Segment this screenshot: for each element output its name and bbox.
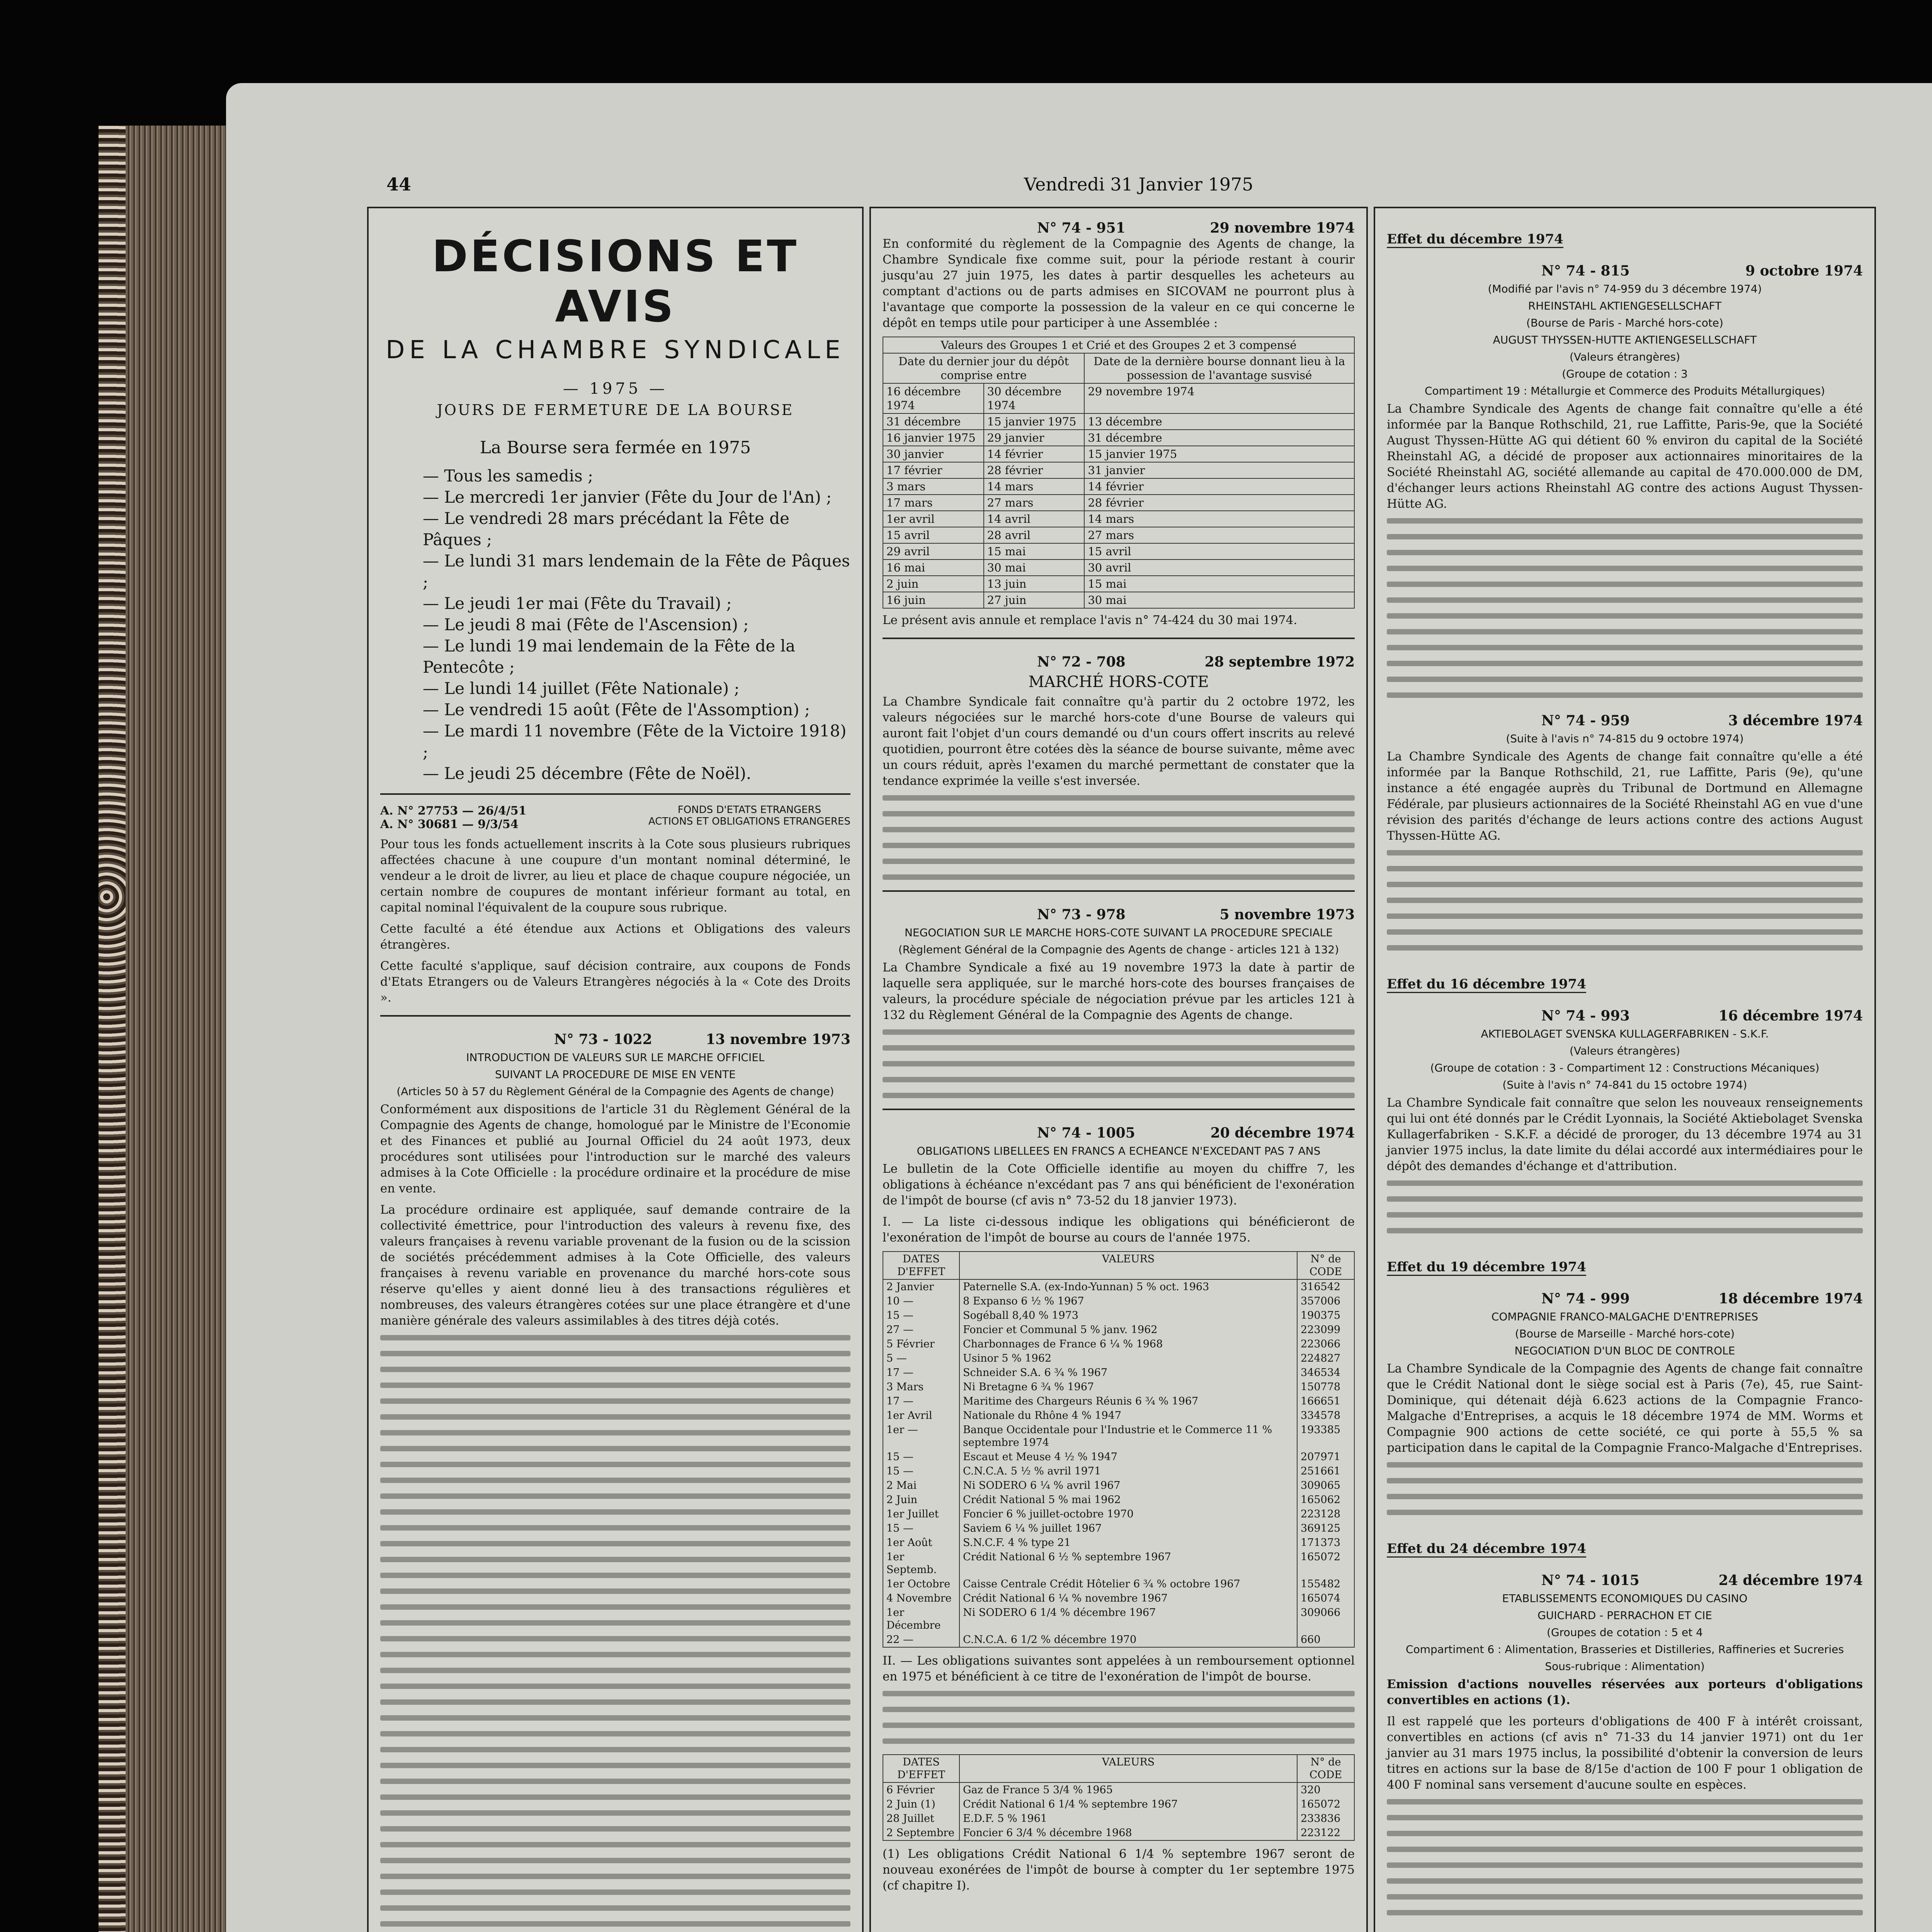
table-cell: 17 février [883, 462, 984, 478]
table-cell: 1er Août [883, 1536, 959, 1550]
table-row [883, 543, 1354, 560]
notice-number: N° 74 - 815 [1541, 263, 1630, 279]
holiday-item: — Le mercredi 1er janvier (Fête du Jour de l'An) ; [423, 488, 832, 507]
table-cell: 28 Juillet [883, 1811, 959, 1826]
table-cell: 2 Janvier [883, 1279, 959, 1294]
notice-number: N° 72 - 708 [1037, 654, 1126, 670]
notice-subtitle: (Groupe de cotation : 3 - Compartiment 12 : Constructions Mécaniques) [1430, 1061, 1820, 1074]
table-row [883, 1478, 1354, 1493]
table-row [883, 1826, 1354, 1840]
table-cell: Paternelle S.A. (ex-Indo-Yunnan) 5 % oct. 1963 [959, 1279, 1297, 1294]
table-cell: 309066 [1297, 1605, 1354, 1633]
table-cell: Crédit National 6 ½ % septembre 1967 [959, 1550, 1297, 1577]
table-cell: 28 avril [984, 527, 1085, 543]
divider [380, 1015, 850, 1017]
page-header [386, 174, 1866, 197]
table-cell: 13 juin [984, 576, 1085, 592]
notice-number: N° 74 - 959 [1541, 713, 1630, 729]
effective-date-heading: Effet du 16 décembre 1974 [1387, 976, 1586, 993]
table-cell: 2 Mai [883, 1478, 959, 1493]
table-cell: 14 avril [984, 511, 1085, 527]
notice-ref: A. N° 30681 — 9/3/54 [380, 818, 519, 831]
company-name: AKTIEBOLAGET SVENSKA KULLAGERFABRIKEN - S.K.F. [1481, 1027, 1769, 1040]
notice-text: La Chambre Syndicale fait connaître qu'à partir du 2 octobre 1972, les valeurs négociées sur le marché hors-cote d'une Bourse de valeurs qui auront fait l'objet d'un cours demandé ou d'un cours offert inscrits au relevé quotidien, pourront être cotées dès la séance de bourse suivante, même avec un cours réduit, après l'examen du marché permettant de constater que la tendance exprimée la veille s'est inversée. [883, 695, 1355, 788]
notice-text: Cette faculté a été étendue aux Actions et Obligations des valeurs étrangères. [380, 922, 850, 952]
notice-subtitle: (Valeurs étrangères) [1569, 1044, 1680, 1057]
table-cell: Ni SODERO 6 ¼ % avril 1967 [959, 1478, 1297, 1493]
sicovam-table [883, 337, 1355, 609]
notice-number: N° 74 - 951 [1037, 220, 1126, 236]
notice-title: MARCHÉ HORS-COTE [1028, 673, 1209, 691]
table-cell: Saviem 6 ¼ % juillet 1967 [959, 1521, 1297, 1536]
divider [883, 890, 1355, 892]
table-row [883, 1811, 1354, 1826]
table-row [883, 1591, 1354, 1605]
table-cell: 15 — [883, 1464, 959, 1478]
notice-title: SUIVANT LA PROCEDURE DE MISE EN VENTE [495, 1068, 736, 1081]
dense-text-block [380, 1335, 850, 1932]
table-row [883, 430, 1354, 446]
table-cell: 1er Septemb. [883, 1550, 959, 1577]
table-cell: 150778 [1297, 1380, 1354, 1394]
notice-text: En conformité du règlement de la Compagnie des Agents de change, la Chambre Syndicale fixe comme suit, pour la période restant à courir jusqu'au 27 juin 1975, les dates à partir desquelles les acheteurs au comptant d'actions ou de parts admises en SICOVAM ne pourront plus à l'avantage que comporte la possession de la valeur en ce qui concerne le dépôt en temps utile pour participer à une Assemblée : [883, 237, 1355, 330]
notice-date: 13 novembre 1973 [706, 1031, 850, 1048]
company-name: COMPAGNIE FRANCO-MALGACHE D'ENTREPRISES [1491, 1310, 1759, 1323]
table-cell: 5 — [883, 1351, 959, 1366]
holiday-item: — Le vendredi 15 août (Fête de l'Assomption) ; [423, 700, 810, 719]
table-cell: 29 avril [883, 543, 984, 560]
notice-subtitle: Compartiment 19 : Métallurgie et Commerce des Produits Métallurgiques) [1425, 384, 1825, 397]
notice-header [883, 906, 1355, 923]
table-cell: S.N.C.F. 4 % type 21 [959, 1536, 1297, 1550]
table-cell: Crédit National 6 1/4 % septembre 1967 [959, 1797, 1297, 1811]
table-header: DATES D'EFFET [883, 1755, 959, 1782]
notice-footnote: (1) Les obligations Crédit National 6 1/4 % septembre 1967 seront de nouveau exonérées de l'impôt de bourse à compter du 1er septembre 1975 (cf chapitre I). [883, 1847, 1355, 1893]
table-cell: Charbonnages de France 6 ¼ % 1968 [959, 1337, 1297, 1351]
table-cell: C.N.C.A. 5 ½ % avril 1971 [959, 1464, 1297, 1478]
table-cell: Foncier et Communal 5 % janv. 1962 [959, 1323, 1297, 1337]
table-cell: 15 mai [1084, 576, 1354, 592]
table-row [883, 1550, 1354, 1577]
table-row [883, 576, 1354, 592]
table-cell: 10 — [883, 1294, 959, 1308]
table-row [883, 1308, 1354, 1323]
notice-title: OBLIGATIONS LIBELLEES EN FRANCS A ECHEANCE N'EXCEDANT PAS 7 ANS [917, 1145, 1321, 1157]
table-cell: Schneider S.A. 6 ¾ % 1967 [959, 1366, 1297, 1380]
notice-number: N° 74 - 1015 [1541, 1572, 1639, 1588]
table-cell: 17 mars [883, 495, 984, 511]
table-cell: Ni Bretagne 6 ¾ % 1967 [959, 1380, 1297, 1394]
table-cell: 22 — [883, 1633, 959, 1647]
table-cell: 15 avril [883, 527, 984, 543]
table-row [883, 592, 1354, 608]
section-title: JOURS DE FERMETURE DE LA BOURSE [437, 401, 794, 418]
notice-text-bold: Emission d'actions nouvelles réservées aux porteurs d'obligations convertibles en actions (1). [1387, 1677, 1863, 1707]
table-cell: 14 février [984, 446, 1085, 462]
notice-text: II. — Les obligations suivantes sont appelées à un remboursement optionnel en 1975 et bénéficient à ce titre de l'exonération de l'impôt de bourse. [883, 1654, 1355, 1684]
table-cell: 1er Décembre [883, 1605, 959, 1633]
table-cell: 2 Juin [883, 1493, 959, 1507]
notice-date: 9 octobre 1974 [1745, 263, 1863, 279]
table-cell: Sogéball 8,40 % 1973 [959, 1308, 1297, 1323]
table-header: Date de la dernière bourse donnant lieu à la possession de l'avantage susvisé [1084, 353, 1354, 383]
divider [380, 793, 850, 795]
notice-date: 20 décembre 1974 [1210, 1125, 1355, 1141]
table-cell: 316542 [1297, 1279, 1354, 1294]
table-cell: 15 — [883, 1521, 959, 1536]
column-left [367, 207, 864, 1932]
notice-header [1387, 713, 1863, 729]
holiday-item: — Tous les samedis ; [423, 466, 594, 485]
notice-subtitle: (Groupe de cotation : 3 [1562, 367, 1688, 380]
table-row [883, 1323, 1354, 1337]
notice-number: N° 74 - 999 [1541, 1291, 1630, 1307]
table-row [883, 383, 1354, 413]
notice-title: NEGOCIATION SUR LE MARCHE HORS-COTE SUIVANT LA PROCEDURE SPECIALE [904, 926, 1333, 939]
table-cell: 15 — [883, 1308, 959, 1323]
notice-number: N° 74 - 1005 [1037, 1125, 1135, 1141]
notice-number: N° 73 - 978 [1037, 906, 1126, 923]
notice-text: Il est rappelé que les porteurs d'obligations de 400 F à intérêt croissant, convertibles en actions (cf avis n° 71-33 du 14 janvier 1971) ont du 1er janvier au 31 mars 1975 inclus, la possibilité d'obtenir la conversion de leurs titres en actions sur la base de 8/15e d'action de 100 F pour 1 obligation de 400 F nominal sans versement d'aucune soulte en espèces. [1387, 1714, 1863, 1792]
holiday-item: — Le lundi 19 mai lendemain de la Fête de la Pentecôte ; [423, 636, 796, 677]
dense-text-block [883, 1691, 1355, 1744]
table-header: VALEURS [959, 1755, 1297, 1782]
table-cell: 357006 [1297, 1294, 1354, 1308]
notice-subtitle: (Bourse de Paris - Marché hors-cote) [1526, 316, 1723, 329]
table-cell: 14 mars [1084, 511, 1354, 527]
dense-text-block [1387, 1180, 1863, 1233]
table-cell: Maritime des Chargeurs Réunis 6 ¾ % 1967 [959, 1394, 1297, 1408]
table-row [883, 495, 1354, 511]
table-cell: 165072 [1297, 1550, 1354, 1577]
notice-subtitle: Sous-rubrique : Alimentation) [1545, 1660, 1705, 1673]
table-row [883, 462, 1354, 478]
dense-text-block [1387, 1462, 1863, 1515]
table-header: DATES D'EFFET [883, 1252, 959, 1279]
table-cell: 369125 [1297, 1521, 1354, 1536]
table-cell: 30 décembre 1974 [984, 383, 1085, 413]
notice-number: N° 73 - 1022 [554, 1031, 652, 1048]
main-title: DÉCISIONS ET AVIS [432, 231, 799, 332]
notice-title: FONDS D'ETATS ETRANGERS [677, 804, 821, 816]
table-cell: C.N.C.A. 6 1/2 % décembre 1970 [959, 1633, 1297, 1647]
notice-header [1387, 1008, 1863, 1024]
divider [883, 638, 1355, 639]
table-cell: 16 juin [883, 592, 984, 608]
page-number: 44 [386, 174, 412, 195]
table-row [883, 527, 1354, 543]
table-row [883, 1797, 1354, 1811]
table-row [883, 1605, 1354, 1633]
dense-text-block [1387, 850, 1863, 951]
table-row [883, 560, 1354, 576]
table-row [883, 478, 1354, 495]
table-cell: 309065 [1297, 1478, 1354, 1493]
table-cell: 6 Février [883, 1782, 959, 1797]
table-row [883, 446, 1354, 462]
table-row [883, 413, 1354, 430]
table-cell: Gaz de France 5 3/4 % 1965 [959, 1782, 1297, 1797]
table-cell: Ni SODERO 6 1/4 % décembre 1967 [959, 1605, 1297, 1633]
table-cell: 1er avril [883, 511, 984, 527]
notice-text: La Chambre Syndicale de la Compagnie des Agents de change fait connaître que le Crédit National dont le siège social est à Paris (7e), 45, rue Saint-Dominique, qui détenait déjà 6.623 actions de la Compagnie Franco-Malgache d'Entreprises, a acquis le 18 décembre 1974 de MM. Worms et Compagnie 900 actions de cette société, ce qui porte à 55,5 % sa participation dans le capital de la Compagnie Franco-Malgache d'Entreprises. [1387, 1362, 1863, 1455]
notice-date: 24 décembre 1974 [1718, 1572, 1863, 1588]
table-caption: Valeurs des Groupes 1 et Crié et des Groupes 2 et 3 compensé [883, 337, 1354, 353]
table-cell: Nationale du Rhône 4 % 1947 [959, 1408, 1297, 1423]
table-cell: 15 — [883, 1450, 959, 1464]
column-right [1374, 207, 1876, 1932]
dense-text-block [883, 1029, 1355, 1098]
notice-subtitle: NEGOCIATION D'UN BLOC DE CONTROLE [1514, 1344, 1735, 1357]
notice-date: 28 septembre 1972 [1204, 654, 1355, 670]
notice-text: I. — La liste ci-dessous indique les obligations qui bénéficieront de l'exonération de l'impôt de bourse au cours de l'année 1975. [883, 1215, 1355, 1245]
notice-subtitle: (Suite à l'avis n° 74-841 du 15 octobre 1974) [1502, 1078, 1747, 1091]
notice-subtitle: (Valeurs étrangères) [1569, 350, 1680, 363]
notice-text: La Chambre Syndicale des Agents de change fait connaître qu'elle a été informée par la Banque Rothschild, 21, rue Laffitte, Paris-9e, que la Société August Thyssen-Hütte AG qui détient 60 % environ du capital de la Société Rheinstahl AG, a décidé de proposer aux actionnaires minoritaires de la Société Rheinstahl AG, société allemande au capital de 470.000.000 de DM, d'échanger leurs actions Rheinstahl AG contre des actions August Thyssen-Hütte AG. [1387, 402, 1863, 511]
table-cell: 2 Septembre [883, 1826, 959, 1840]
table-cell: 223122 [1297, 1826, 1354, 1840]
table-cell: 13 décembre [1084, 413, 1354, 430]
notice-subtitle: Compartiment 6 : Alimentation, Brasseries et Distilleries, Raffineries et Sucreries [1406, 1643, 1844, 1656]
table-cell: Foncier 6 % juillet-octobre 1970 [959, 1507, 1297, 1521]
table-cell: 31 décembre [1084, 430, 1354, 446]
notice-ref: A. N° 27753 — 26/4/51 [380, 804, 527, 818]
year-label: — 1975 — [563, 380, 668, 398]
table-cell: 29 novembre 1974 [1084, 383, 1354, 413]
table-cell: 334578 [1297, 1408, 1354, 1423]
obligations-table-body [883, 1279, 1354, 1647]
obligations-table-2-body [883, 1782, 1354, 1840]
effective-date-heading: Effet du 24 décembre 1974 [1387, 1541, 1586, 1558]
notice-title: ACTIONS ET OBLIGATIONS ETRANGERES [648, 816, 850, 827]
table-cell: 5 Février [883, 1337, 959, 1351]
holiday-item: — Le lundi 31 mars lendemain de la Fête de Pâques ; [423, 551, 850, 592]
table-cell: 30 mai [984, 560, 1085, 576]
effective-date-heading: Effet du décembre 1974 [1387, 231, 1563, 248]
sicovam-table-body [883, 383, 1354, 608]
notice-number: N° 74 - 993 [1541, 1008, 1630, 1024]
table-row [883, 1394, 1354, 1408]
notice-header [380, 1031, 850, 1048]
table-cell: 1er Juillet [883, 1507, 959, 1521]
table-cell: Escaut et Meuse 4 ½ % 1947 [959, 1450, 1297, 1464]
table-cell: 346534 [1297, 1366, 1354, 1380]
notice-header [883, 1125, 1355, 1141]
table-cell: 4 Novembre [883, 1591, 959, 1605]
table-row [883, 1577, 1354, 1591]
table-cell: 30 mai [1084, 592, 1354, 608]
table-row [883, 1450, 1354, 1464]
notice-header [1387, 1291, 1863, 1307]
table-cell: 207971 [1297, 1450, 1354, 1464]
table-cell: 3 mars [883, 478, 984, 495]
notice-text: Le présent avis annule et remplace l'avis n° 74-424 du 30 mai 1974. [883, 613, 1298, 627]
table-cell: 193385 [1297, 1423, 1354, 1450]
company-name: RHEINSTAHL AKTIENGESELLSCHAFT [1528, 299, 1722, 312]
holiday-item: — Le mardi 11 novembre (Fête de la Victoire 1918) ; [423, 721, 847, 762]
table-row [883, 1294, 1354, 1308]
table-cell: 155482 [1297, 1577, 1354, 1591]
notice-refs [380, 804, 850, 831]
dense-text-block [1387, 1799, 1863, 1915]
table-cell: 14 février [1084, 478, 1354, 495]
notice-text: Cette faculté s'applique, sauf décision contraire, aux coupons de Fonds d'Etats Etrangers ou de Valeurs Etrangères négociés à la « Cote des Droits ». [380, 959, 850, 1005]
table-cell: 28 février [984, 462, 1085, 478]
table-cell: Usinor 5 % 1962 [959, 1351, 1297, 1366]
notice-text: La Chambre Syndicale a fixé au 19 novembre 1973 la date à partir de laquelle sera appliquée, sur le marché hors-cote des bourses françaises de valeurs, la procédure spéciale de négociation prévue par les articles 121 à 132 du Règlement Général de la Compagnie des Agents de change. [883, 961, 1355, 1022]
table-cell: 27 mars [1084, 527, 1354, 543]
table-row [883, 1279, 1354, 1294]
table-row [883, 1423, 1354, 1450]
table-cell: Caisse Centrale Crédit Hôtelier 6 ¾ % octobre 1967 [959, 1577, 1297, 1591]
table-cell: Banque Occidentale pour l'Industrie et le Commerce 11 % septembre 1974 [959, 1423, 1297, 1450]
table-cell: 30 janvier [883, 446, 984, 462]
closure-intro: La Bourse sera fermée en 1975 [480, 438, 751, 457]
notice-text: La procédure ordinaire est appliquée, sauf demande contraire de la collectivité émettrice, pour l'introduction des valeurs à revenu fixe, des valeurs françaises à revenu variable provenant de la fusion ou de la scission de sociétés précédemment admises à la Cote Officielle, des valeurs françaises à revenu variable en provenance du marché hors-cote sous réserve qu'elles y aient donné lieu à des transactions régulières et nombreuses, des valeurs étrangères cotées sur une place étrangère et d'une manière générale des valeurs assimilables à des titres déjà cotés. [380, 1203, 850, 1328]
table-row [883, 511, 1354, 527]
notice-text: Le bulletin de la Cote Officielle identifie au moyen du chiffre 7, les obligations à échéance n'excédant pas 7 ans qui bénéficient de l'exonération de l'impôt de bourse (cf avis n° 73-52 du 18 janvier 1973). [883, 1162, 1355, 1208]
table-cell: 251661 [1297, 1464, 1354, 1478]
table-row [883, 1507, 1354, 1521]
table-cell: 16 janvier 1975 [883, 430, 984, 446]
holiday-list [423, 465, 850, 784]
table-row [883, 1351, 1354, 1366]
holiday-item: — Le jeudi 8 mai (Fête de l'Ascension) ; [423, 615, 749, 634]
table-cell: 17 — [883, 1394, 959, 1408]
notice-header [883, 220, 1355, 236]
table-cell: 190375 [1297, 1308, 1354, 1323]
notice-subtitle: (Suite à l'avis n° 74-815 du 9 octobre 1974) [1506, 732, 1744, 745]
table-cell: Crédit National 6 ¼ % novembre 1967 [959, 1591, 1297, 1605]
notice-text: La Chambre Syndicale des Agents de change fait connaître qu'elle a été informée par la Banque Rothschild, 21, rue Laffitte, Paris (9e), qu'une instance a été engagée auprès du Tribunal de Dortmund en Allemagne Fédérale, par plusieurs actionnaires de la Société Rheinstahl AG en vue d'une révision des parités d'échange de leurs actions contre des actions August Thyssen-Hütte AG. [1387, 750, 1863, 843]
company-name: GUICHARD - PERRACHON ET CIE [1537, 1609, 1712, 1622]
divider [883, 1109, 1355, 1110]
table-row [883, 1464, 1354, 1478]
notice-date: 18 décembre 1974 [1718, 1291, 1863, 1307]
table-cell: 165062 [1297, 1493, 1354, 1507]
marbled-edge [99, 126, 126, 1932]
table-cell: 223066 [1297, 1337, 1354, 1351]
notice-subtitle: (Bourse de Marseille - Marché hors-cote) [1515, 1327, 1735, 1340]
table-cell: 3 Mars [883, 1380, 959, 1394]
table-cell: 165074 [1297, 1591, 1354, 1605]
holiday-item: — Le lundi 14 juillet (Fête Nationale) ; [423, 679, 740, 698]
table-row [883, 1493, 1354, 1507]
table-header: Date du dernier jour du dépôt comprise entre [883, 353, 1084, 383]
notice-title: (Articles 50 à 57 du Règlement Général de la Compagnie des Agents de change) [396, 1085, 834, 1098]
notice-text: Pour tous les fonds actuellement inscrits à la Cote sous plusieurs rubriques affectées chacune à une coupure d'un montant nominal déterminé, le vendeur a le droit de livrer, au lieu et place de chaque coupure négociée, un certain nombre de coupures de montant inférieur formant au total, en capital nominal l'équivalent de la coupure sous rubrique. [380, 837, 850, 915]
notice-date: 16 décembre 1974 [1718, 1008, 1863, 1024]
notice-subtitle: (Modifié par l'avis n° 74-959 du 3 décembre 1974) [1488, 282, 1762, 295]
table-cell: 27 juin [984, 592, 1085, 608]
notice-header [1387, 1572, 1863, 1588]
holiday-item: — Le vendredi 28 mars précédant la Fête de Pâques ; [423, 509, 789, 549]
notice-date: 5 novembre 1973 [1219, 906, 1355, 923]
table-cell: 27 mars [984, 495, 1085, 511]
column-middle [869, 207, 1368, 1932]
company-name: AUGUST THYSSEN-HUTTE AKTIENGESELLSCHAFT [1493, 333, 1757, 346]
table-cell: 15 mai [984, 543, 1085, 560]
table-row [883, 1536, 1354, 1550]
table-cell: 15 janvier 1975 [1084, 446, 1354, 462]
table-cell: 660 [1297, 1633, 1354, 1647]
notice-header [1387, 263, 1863, 279]
obligations-table-2 [883, 1754, 1355, 1841]
table-cell: 1er Octobre [883, 1577, 959, 1591]
table-row [883, 1380, 1354, 1394]
notice-title: INTRODUCTION DE VALEURS SUR LE MARCHE OFFICIEL [466, 1051, 765, 1064]
table-cell: 28 février [1084, 495, 1354, 511]
table-cell: 15 janvier 1975 [984, 413, 1085, 430]
table-row [883, 1408, 1354, 1423]
table-cell: 2 juin [883, 576, 984, 592]
table-row [883, 1782, 1354, 1797]
table-cell: 8 Expanso 6 ½ % 1967 [959, 1294, 1297, 1308]
table-cell: 2 Juin (1) [883, 1797, 959, 1811]
table-cell: E.D.F. 5 % 1961 [959, 1811, 1297, 1826]
table-cell: 14 mars [984, 478, 1085, 495]
table-cell: 31 décembre [883, 413, 984, 430]
notice-text: La Chambre Syndicale fait connaître que selon les nouveaux renseignements qui lui ont été donnés par le Crédit Lyonnais, la Société Aktiebolaget Svenska Kullagerfabriken - S.K.F. a décidé de proroger, du 13 décembre 1974 au 31 janvier 1975 inclus, la date limite du délai accordé aux intermédiaires pour le dépôt des demandes d'échange et d'attribution. [1387, 1096, 1863, 1173]
page-date: Vendredi 31 Janvier 1975 [1024, 174, 1253, 195]
table-cell: 166651 [1297, 1394, 1354, 1408]
table-cell: 233836 [1297, 1811, 1354, 1826]
notice-subtitle: (Groupes de cotation : 5 et 4 [1547, 1626, 1703, 1639]
table-cell: 31 janvier [1084, 462, 1354, 478]
table-cell: 15 avril [1084, 543, 1354, 560]
table-cell: 1er Avril [883, 1408, 959, 1423]
table-row [883, 1633, 1354, 1647]
notice-title: (Règlement Général de la Compagnie des Agents de change - articles 121 à 132) [898, 943, 1339, 956]
table-row [883, 1366, 1354, 1380]
notice-header [883, 654, 1355, 670]
dense-text-block [883, 795, 1355, 880]
table-cell: 224827 [1297, 1351, 1354, 1366]
table-row [883, 1337, 1354, 1351]
table-header: N° de CODE [1297, 1755, 1354, 1782]
table-cell: 223099 [1297, 1323, 1354, 1337]
company-name: ETABLISSEMENTS ECONOMIQUES DU CASINO [1502, 1592, 1748, 1605]
table-header: N° de CODE [1297, 1252, 1354, 1279]
holiday-item: — Le jeudi 25 décembre (Fête de Noël). [423, 764, 752, 783]
holiday-item: — Le jeudi 1er mai (Fête du Travail) ; [423, 594, 732, 613]
table-cell: Crédit National 5 % mai 1962 [959, 1493, 1297, 1507]
table-cell: 320 [1297, 1782, 1354, 1797]
table-header: VALEURS [959, 1252, 1297, 1279]
table-cell: 17 — [883, 1366, 959, 1380]
notice-text: Conformément aux dispositions de l'article 31 du Règlement Général de la Compagnie des Agents de change, homologué par le Ministre de l'Economie et des Finances et publié au Journal Officiel du 24 août 1973, deux procédures sont utilisées pour l'introduction sur le marché des valeurs admises à la Cote Officielle : la procédure ordinaire et la procédure de mise en vente. [380, 1102, 850, 1196]
dense-text-block [1387, 518, 1863, 698]
table-cell: 27 — [883, 1323, 959, 1337]
table-row [883, 1521, 1354, 1536]
table-cell: 171373 [1297, 1536, 1354, 1550]
table-cell: 16 mai [883, 560, 984, 576]
table-cell: Foncier 6 3/4 % décembre 1968 [959, 1826, 1297, 1840]
table-cell: 29 janvier [984, 430, 1085, 446]
notice-date: 3 décembre 1974 [1728, 713, 1863, 729]
table-cell: 165072 [1297, 1797, 1354, 1811]
notice-date: 29 novembre 1974 [1210, 220, 1355, 236]
main-subtitle: DE LA CHAMBRE SYNDICALE [386, 336, 845, 364]
obligations-table [883, 1251, 1355, 1648]
table-cell: 16 décembre 1974 [883, 383, 984, 413]
effective-date-heading: Effet du 19 décembre 1974 [1387, 1259, 1586, 1276]
table-cell: 1er — [883, 1423, 959, 1450]
table-cell: 223128 [1297, 1507, 1354, 1521]
table-cell: 30 avril [1084, 560, 1354, 576]
